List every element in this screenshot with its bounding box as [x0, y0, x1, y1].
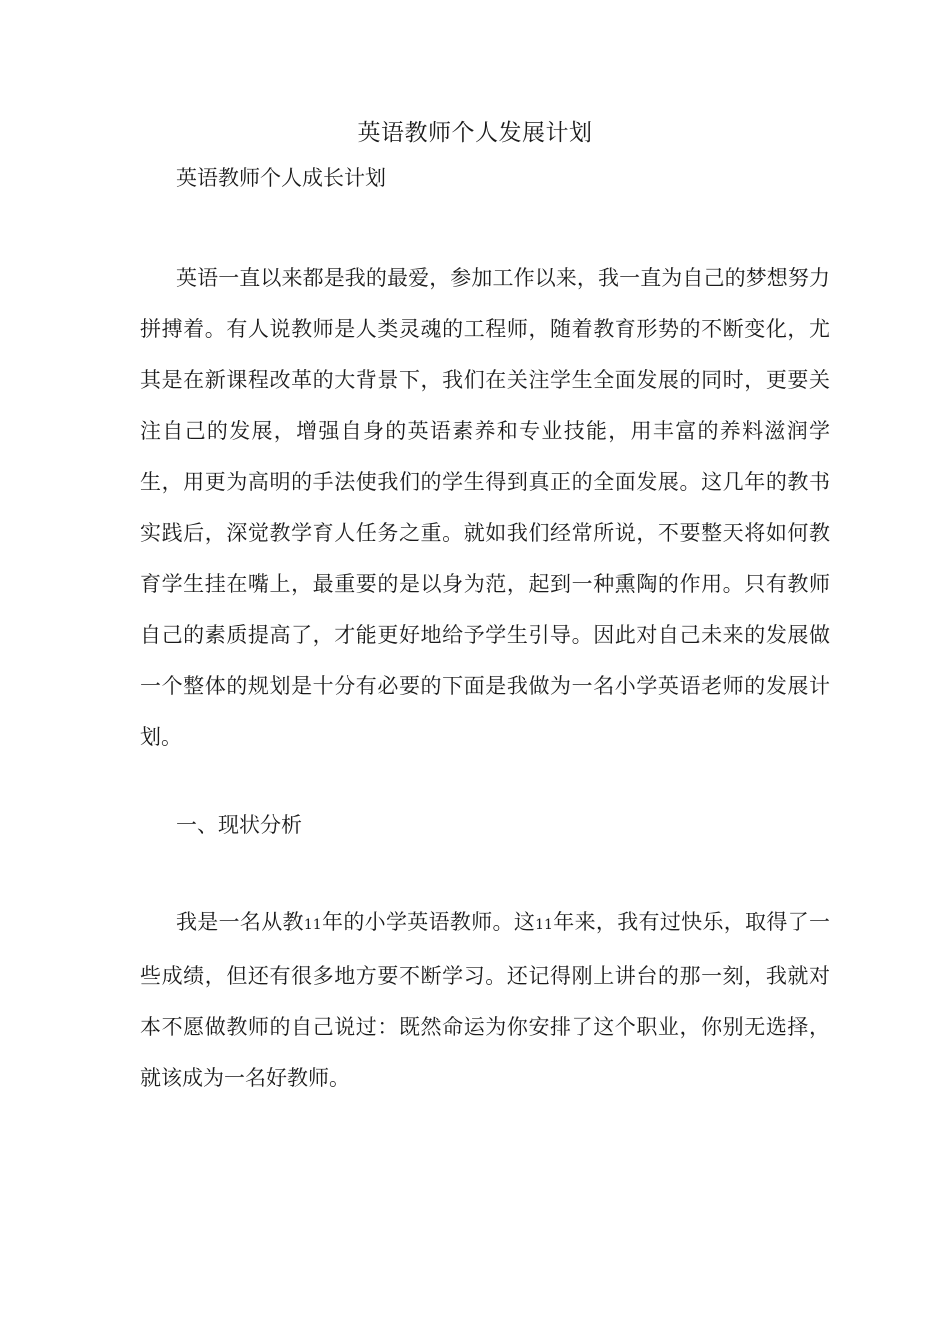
section-heading-status-analysis: 一、现状分析	[176, 813, 302, 837]
years-number: 11	[535, 917, 553, 933]
status-analysis-paragraph	[140, 897, 830, 1104]
document-title: 英语教师个人发展计划	[357, 120, 593, 146]
paragraph-text-segment: 我是一名从教	[176, 910, 304, 934]
intro-paragraph: 英语一直以来都是我的最爱，参加工作以来，我一直为自己的梦想努力拼搏着。有人说教师是人类灵魂的工程师，随着教育形势的不断变化，尤其是在新课程改革的大背景下，我们在关注学生全面发展的同时，更要关注自己的发展，增强自身的英语素养和专业技能，用丰富的养料滋润学生，用更为高明的手法使我们的学生得到真正的全面发展。这几年的教书实践后，深觉教学育人任务之重。就如我们经常所说，不要整天将如何教育学生挂在嘴上，最重要的是以身为范，起到一种熏陶的作用。只有教师自己的素质提高了，才能更好地给予学生引导。因此对自己未来的发展做一个整体的规划是十分有必要的下面是我做为一名小学英语老师的发展计划。	[140, 266, 830, 749]
paragraph-text-segment: 年的小学英语教师。这	[321, 910, 536, 934]
paragraph-text-segment: 年来，我有过快乐，取得了一些成绩，但还有很多地方要不断学习。还记得刚上讲台的那一刻，我就对本不愿做教师的自己说过：既然命运为你安排了这个职业，你别无选择，就该成为一名好教师。	[140, 910, 831, 1090]
document-subtitle: 英语教师个人成长计划	[176, 166, 386, 190]
years-number: 11	[303, 917, 322, 933]
